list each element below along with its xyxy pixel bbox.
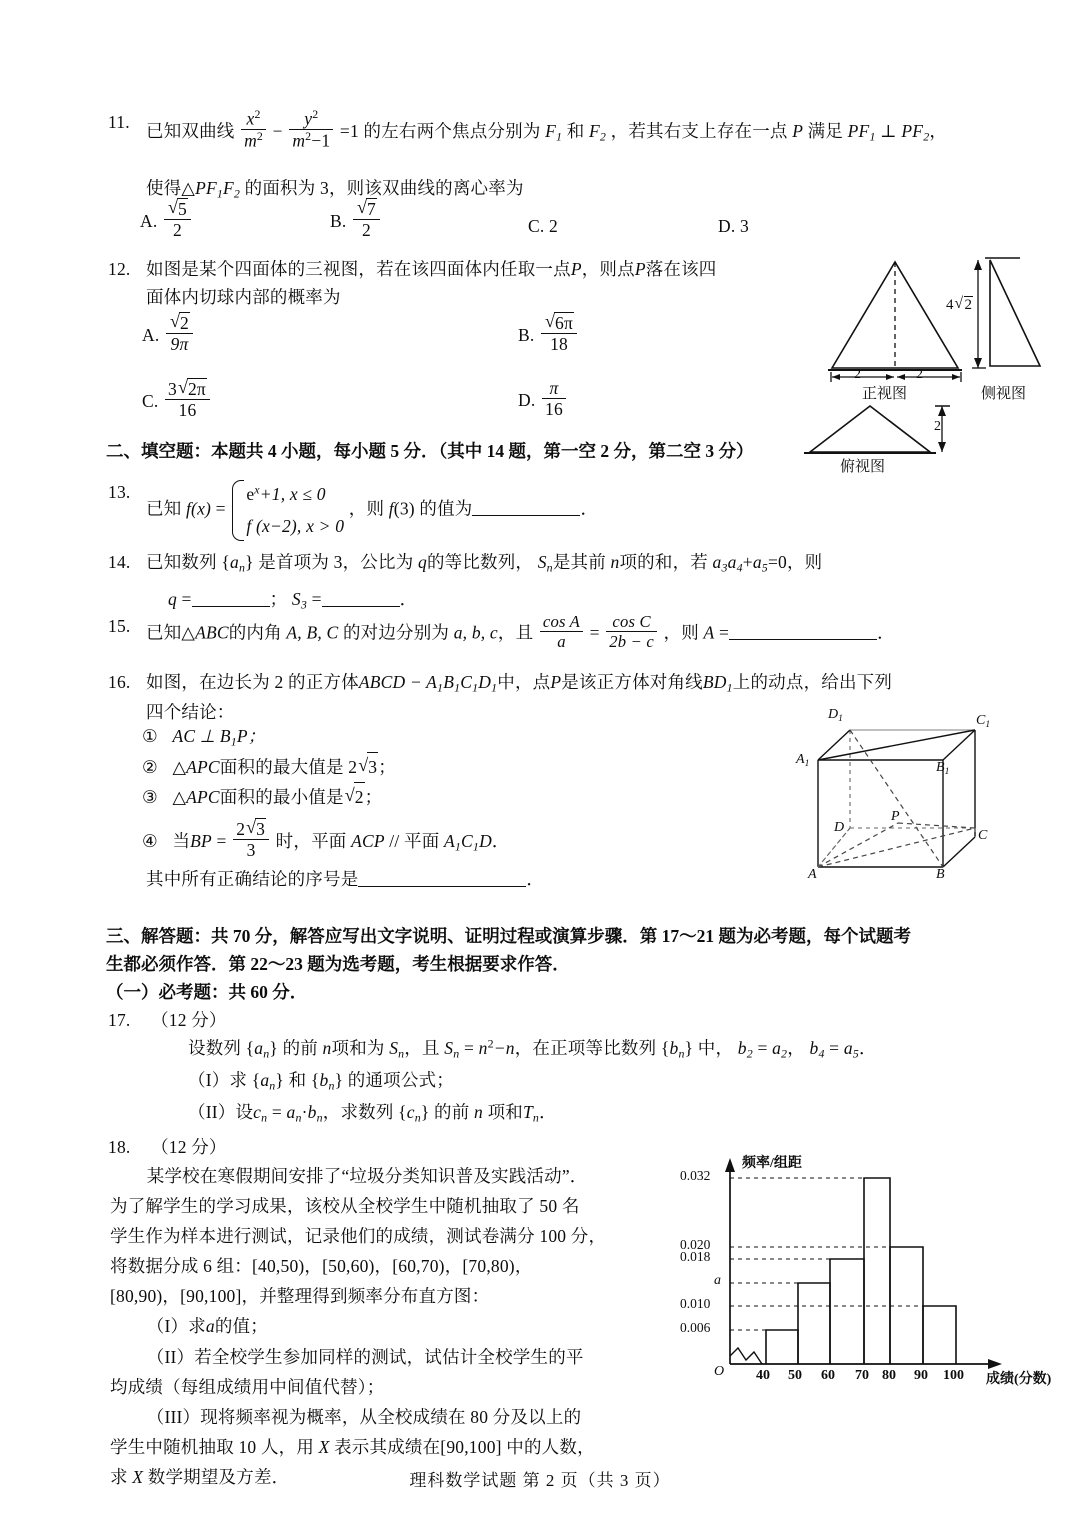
q11-option-d-value: 3 [740, 216, 749, 236]
q12-option-a-value: √ $\frac{2}{9\pi}$ [166, 312, 193, 354]
q12-text-a: 如图是某个四面体的三视图，若在该四面体内任取一点 [146, 259, 571, 279]
q12-option-c-label: C. [142, 391, 159, 412]
q18-part-3-line3: 求 X 数学期望及方差． [110, 1466, 290, 1487]
question-18-number: 18. [108, 1137, 131, 1157]
x-tick-label-4: 80 [882, 1368, 896, 1383]
q11-text-b: =1 的左右两个焦点分别为 [339, 121, 541, 142]
q12-option-c[interactable] [142, 378, 212, 420]
q11-option-c[interactable] [528, 212, 558, 240]
q12-option-c-value: $\frac{3 √ 2\pi}{16}$ [165, 378, 210, 420]
q11-option-d-label: D. [718, 216, 736, 236]
question-16: 16. 如图，在边长为 2 的正方体ABCD − $A_1B_1C_1D_1$中，点P是该正方体对角线$BD_1$上的动点，给出下列 四个结论： [108, 668, 998, 726]
q12-option-a-label: A. [142, 325, 160, 346]
question-13-number: 13. [108, 482, 131, 502]
q17-part-2: （II）设$c_n = a_n\cdot b_n$，求数列 $\{c_n\}$ 的前 n 项和$T_n$． [188, 1102, 557, 1125]
q15-answer-blank[interactable] [729, 623, 877, 641]
q11-fraction-2: $\frac{y^2}{m^2-1}$ [289, 108, 333, 150]
q16-conclusion-2: ② △APC面积的最大值是 2 √ 3； [142, 752, 396, 781]
q13-text-pre: 已知 [146, 498, 182, 519]
question-12-number: 12. [108, 259, 131, 279]
q11-option-b-value: √ $\frac{7}{2}$ [353, 198, 380, 240]
q12-option-b-label: B. [518, 325, 535, 346]
question-14: 14. 已知数列 $\{a_n\}$ 是首项为 3，公比为 q的等比数列， $S_n$是其前 n项的和，若 $a_3a_4+a_5=0$，则 q = ； $S_3$ = ． [108, 548, 998, 615]
question-18-header [108, 1133, 227, 1161]
q16-c1-marker: ① [142, 726, 158, 746]
q16-c4-marker: ④ [142, 831, 158, 852]
cube-label-A1: $A_1$ [796, 752, 810, 769]
q18-stem-p3: 学生作为样本进行测试，记录他们的成绩，测试卷满分 100 分， [110, 1226, 607, 1247]
q16-final-text: 其中所有正确结论的序号是 [146, 869, 359, 889]
front-dim-left-label: 2 [854, 367, 861, 382]
cube-label-C1: $C_1$ [976, 713, 991, 730]
top-dim-label: 2 [934, 419, 941, 434]
q18-stem [110, 1161, 675, 1492]
y-tick-label-1: 0.020 [680, 1237, 711, 1252]
q11-text-a: 已知双曲线 [146, 121, 235, 142]
q16-conclusion-1: ① AC ⊥ $B_1P$； [142, 726, 266, 749]
q18-part-3-line1: （III）现将频率视为概率，从全校成绩在 80 分及以上的 [146, 1406, 582, 1427]
q16-c3-marker: ③ [142, 787, 158, 807]
x-tick-label-6: 100 [943, 1368, 964, 1383]
q12-option-d[interactable] [518, 378, 568, 419]
q14-answer-blank-s3[interactable] [322, 589, 400, 607]
q12-option-d-label: D. [518, 390, 536, 411]
q11-option-b-label: B. [330, 211, 347, 232]
q16-conclusion-4: ④ 当BP = $\frac{2 √ 3}{3}$ 时，平面 ACP // 平面 $A_1C_1D$． [142, 818, 510, 860]
question-16-number: 16. [108, 672, 131, 692]
q18-part-2-line2: 均成绩（每组成绩用中间值代替）； [110, 1376, 385, 1397]
question-13: 13. 已知 f(x) = $e^x+1$, x ≤ 0 f (x−2), x > 0 ，则 f(3) 的值为 ． [108, 478, 988, 543]
q16-text-a: 如图，在边长为 2 的正方体 [146, 672, 359, 692]
q18-part-3-line2: 学生中随机抽取 10 人，用 X 表示其成绩在[90,100] 中的人数， [110, 1436, 595, 1457]
question-17-number: 17. [108, 1010, 131, 1030]
cube-label-C: C [978, 828, 988, 843]
q16-conclusion-3: ③ △APC面积的最小值是 √ 2； [142, 782, 382, 811]
x-tick-label-5: 90 [914, 1368, 928, 1383]
q11-option-a[interactable] [140, 198, 193, 240]
q18-part-1: （I）求a的值； [146, 1316, 268, 1337]
q15-fraction-right: $\frac{\text{cos C}}{2b - c}$ [606, 612, 657, 651]
question-17-header [108, 1006, 227, 1034]
page-footer: 理科数学试题 第 2 页（共 3 页） [409, 1471, 671, 1490]
q16-answer-blank[interactable] [358, 869, 526, 887]
q18-stem-p1: 某学校在寒假期间安排了“垃圾分类知识普及实践活动”． [146, 1166, 588, 1186]
cube-label-D1: $D_1$ [828, 707, 843, 724]
q17-part-1: （I）求 $\{a_n\}$ 和 $\{b_n\}$ 的通项公式； [188, 1070, 454, 1093]
section-3-heading-line2: 生都必须作答．第 22～23 题为选考题，考生根据要求作答． [106, 954, 570, 974]
cube-figure [790, 695, 1065, 900]
question-18-points: （12 分） [151, 1137, 227, 1157]
question-15: 15. 已知△ABC的内角 A, B, C 的对边分别为 a, b, c，且 $\frac{\text{cos A}}{a}$ = $\frac{\text{cos C}}{2b - c}$ ，则 A = ． [108, 612, 895, 652]
frequency-histogram [668, 1128, 1068, 1418]
q11-option-b[interactable] [330, 198, 382, 240]
q11-option-a-value: √ $\frac{5}{2}$ [164, 198, 191, 240]
q11-option-c-label: C. [528, 216, 545, 236]
q12-option-b[interactable] [518, 312, 579, 354]
x-tick-label-1: 50 [788, 1368, 802, 1383]
q16-text-b: 四个结论： [146, 701, 235, 722]
y-tick-label-2: 0.018 [680, 1249, 711, 1264]
q14-answer-blank-q[interactable] [192, 589, 270, 607]
front-view-label: 正视图 [862, 386, 908, 402]
minus-sign: − [272, 121, 283, 142]
side-view-label: 侧视图 [981, 386, 1027, 402]
section-3-heading-line1: 三、解答题：共 70 分，解答应写出文字说明、证明过程或演算步骤．第 17～21 题为必考题，每个试题考 [106, 926, 911, 946]
q12-text-b: 面体内切球内部的概率为 [146, 287, 341, 308]
q18-stem-p2: 为了解学生的学习成果，该校从全校学生中随机抽取了 50 名 [110, 1196, 580, 1217]
section-2-heading: 二、填空题：本题共 4 小题，每小题 5 分．（其中 14 题，第一空 2 分，第二空 3 分） [106, 441, 754, 461]
histogram-bars [766, 1178, 956, 1364]
x-axis-title: 成绩(分数) [986, 1372, 1052, 1387]
q16-c2-marker: ② [142, 757, 158, 777]
q15-text-a: 已知△ [146, 622, 196, 643]
y-tick-label-4: 0.010 [680, 1296, 711, 1311]
cube-label-A: A [808, 867, 817, 882]
q11-fraction-1: $\frac{x^2}{m^2}$ [241, 108, 266, 150]
cube-label-B1: $B_1$ [936, 760, 950, 777]
origin-label: O [714, 1364, 725, 1379]
y-tick-label-3: a [714, 1273, 721, 1288]
question-11: 11. 已知双曲线 $\frac{x^2}{m^2}$ − $\frac{y^2}{m^2-1}$ =1 的左右两个焦点分别为 $F_1$ 和 $F_2$ ，若其右支上存在一点 P 满足 $PF_1$ ⊥ $PF_2$， 使得$\triangle PF_1F_2$ 的面积为 3，则该双曲线的离心率为 [108, 107, 948, 201]
top-view-label: 俯视图 [840, 459, 886, 475]
axis-break-squiggle [730, 1348, 762, 1364]
cube-label-B: B [936, 867, 945, 882]
y-axis-arrow [725, 1158, 735, 1172]
question-17-points: （12 分） [151, 1010, 227, 1030]
q11-option-a-label: A. [140, 211, 158, 232]
cube-label-P: P [891, 809, 900, 824]
question-11-number: 11. [108, 112, 130, 132]
front-dim-right-label: 2 [916, 367, 923, 382]
q11-option-d[interactable] [718, 212, 749, 240]
q18-stem-p5: [80,90)，[90,100]，并整理得到频率分布直方图： [110, 1286, 490, 1307]
q11-text-line2b: 的面积为 3，则该双曲线的离心率为 [244, 178, 524, 199]
cube-label-D: D [834, 820, 845, 835]
question-15-number: 15. [108, 616, 131, 636]
x-tick-label-2: 60 [821, 1368, 835, 1383]
q15-fraction-left: $\frac{\text{cos A}}{a}$ [540, 612, 583, 651]
q14-text-a: 已知数列 { [146, 552, 230, 572]
side-dim-label: 4 √ 2 [946, 296, 973, 314]
q11-option-c-value: 2 [549, 216, 558, 236]
y-axis-title: 频率/组距 [742, 1156, 802, 1171]
side-view-triangle [990, 260, 1040, 366]
question-14-number: 14. [108, 552, 131, 572]
y-tick-label-0: 0.032 [680, 1168, 711, 1183]
q17-stem: 设数列 $\{a_n\}$ 的前 n项和为 $S_n$，且 $S_n = n^2-n$，在正项等比数列 $\{b_n\}$ 中， $b_2 = a_2$， $b_4 = a_5$． [188, 1036, 877, 1061]
q11-text-line2a: 使得△ [146, 178, 196, 199]
x-tick-label-0: 40 [756, 1368, 770, 1383]
q13-piecewise: $e^x+1$, x ≤ 0 f (x−2), x > 0 [230, 478, 344, 543]
q18-part-2-line1: （II）若全校学生参加同样的测试，试估计全校学生的平 [146, 1346, 584, 1367]
q18-stem-p4: 将数据分成 6 组：[40,50)，[50,60)，[60,70)，[70,80)， [110, 1256, 533, 1277]
q12-option-a[interactable] [142, 312, 195, 354]
q12-option-d-value: $\frac{\pi}{16}$ [542, 378, 566, 419]
q16-c4-fraction: $\frac{2 √ 3}{3}$ [233, 818, 269, 860]
question-12: 12. 如图是某个四面体的三视图，若在该四面体内任取一点P，则点P落在该四 面体内切球内部的概率为 [108, 255, 768, 312]
section-3-heading-line3: （一）必考题：共 60 分． [106, 982, 308, 1002]
q16-final-line: 其中所有正确结论的序号是 ． [146, 869, 545, 889]
y-tick-label-5: 0.006 [680, 1320, 711, 1335]
q13-answer-blank[interactable] [472, 499, 580, 517]
q12-option-b-value: √ $\frac{6\pi}{18}$ [541, 312, 577, 354]
histogram-gridlines [730, 1178, 923, 1330]
x-tick-label-3: 70 [855, 1368, 869, 1383]
